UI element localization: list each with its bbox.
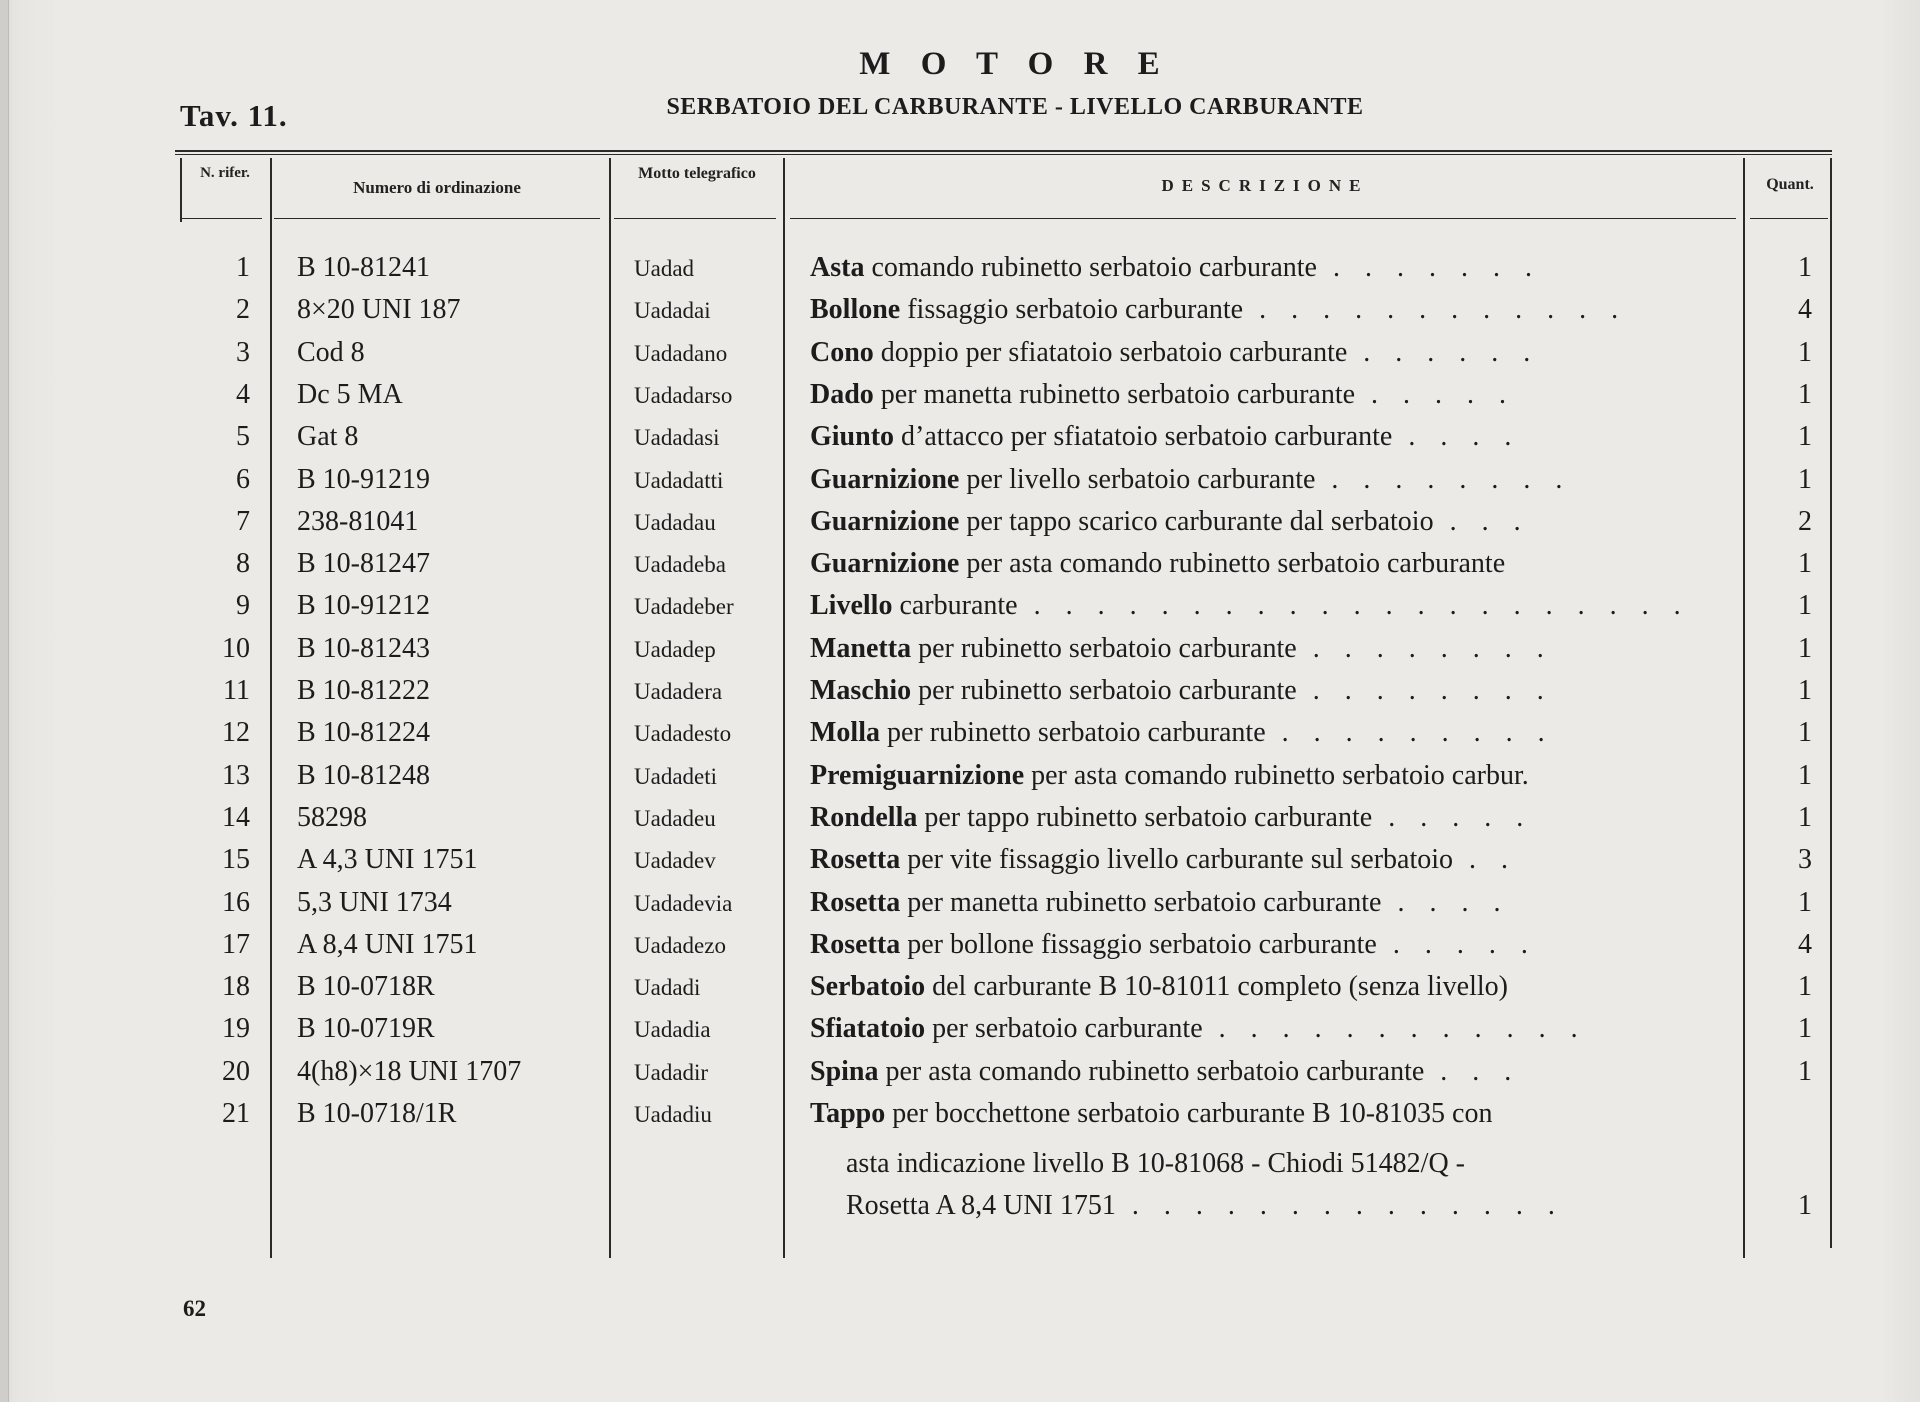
order-number: B 10-91212 [297,590,430,622]
row-21-description-continued-1: asta indicazione livello B 10-81068 - Chiodi 51482/Q - [846,1148,1466,1179]
order-number: B 10-81222 [297,675,430,706]
order-number: B 10-0719R [297,1013,435,1045]
description [810,760,1735,792]
table-row [0,548,1920,590]
order-number: 5,3 UNI 1734 [297,886,452,918]
column-header-quant: Quant. [1766,176,1814,193]
quantity: 1 [1798,252,1812,283]
description-text: per vite fissaggio livello carburante sul serbatoio [900,844,1454,876]
leader-dots: . . . [1433,505,1530,537]
quantity: 2 [1798,505,1812,537]
row-number: 14 [222,801,250,833]
telegraphic-code: Uadadarso [634,382,733,408]
order-number: B 10-81248 [297,759,430,791]
header-rule [274,218,600,219]
description [810,717,1735,749]
description-keyword: Rosetta [810,886,901,918]
description-keyword: Guarnizione [810,463,960,495]
quantity: 1 [1798,886,1812,918]
description-keyword: Molla [810,717,880,749]
quantity: 1 [1798,336,1812,368]
description [810,337,1735,369]
row-number: 9 [236,590,250,622]
table-number: Tav. 11. [180,98,288,133]
description [810,379,1735,411]
description-keyword: Serbatoio [810,971,926,1003]
description [810,1056,1735,1088]
telegraphic-code: Uadadesto [634,721,732,747]
header-rule [182,218,262,219]
quantity: 1 [1798,801,1812,833]
telegraphic-code: Uadadep [634,636,716,662]
table-row [0,887,1920,929]
order-number: B 10-0718R [297,971,435,1003]
description [810,971,1735,1003]
description-text: per asta comando rubinetto serbatoio carbur. [1024,759,1529,791]
quantity: 4 [1798,294,1812,326]
leader-dots: . . . . . [1376,928,1537,960]
row-number: 5 [236,421,250,453]
telegraphic-code: Uadadera [634,679,723,704]
description [810,1098,1735,1130]
header-rule [1750,218,1828,219]
table-row [0,971,1920,1013]
table-row [0,675,1920,717]
table-row [0,506,1920,548]
quantity: 1 [1798,759,1812,791]
telegraphic-code: Uadadeba [634,552,726,578]
leader-dots: . . . . . [1355,378,1516,410]
leader-dots: . . . . . . . . [1315,463,1572,495]
column-header-descrizione: DESCRIZIONE [1161,176,1369,195]
table-row [0,929,1920,971]
description-text: per bocchettone serbatoio carburante B 10-81035 con [885,1098,1493,1129]
page-title: M O T O R E [859,46,1171,82]
telegraphic-code: Uadadeber [634,594,734,620]
order-number: Gat 8 [297,421,359,453]
description-keyword: Dado [810,378,874,410]
description [810,1013,1735,1045]
table-row [0,590,1920,632]
description-text: comando rubinetto serbatoio carburante [864,252,1317,283]
quantity: 1 [1798,590,1812,622]
quantity: 1 [1798,717,1812,749]
description-text: per tappo scarico carburante dal serbatoio [959,505,1434,537]
description [810,675,1735,707]
order-number: B 10-81243 [297,632,430,664]
telegraphic-code: Uadadev [634,848,716,874]
row-number: 15 [222,844,250,876]
description-text: per rubinetto serbatoio carburante [911,632,1297,664]
row-number: 6 [236,463,250,495]
table-row [0,844,1920,886]
quantity: 4 [1798,928,1812,960]
description-keyword: Asta [810,252,865,283]
telegraphic-code: Uadadia [634,1017,711,1043]
order-number: B 10-81247 [297,548,430,580]
table-row [0,421,1920,463]
description-keyword: Rondella [810,801,918,833]
table-row [0,1013,1920,1055]
description-keyword: Tappo [810,1098,886,1129]
quantity: 1 [1798,632,1812,664]
leader-dots: . . . . . . . . [1296,675,1553,706]
description-keyword: Livello [810,590,893,622]
row-number: 19 [222,1013,250,1045]
description-text: per livello serbatoio carburante [959,463,1316,495]
description [810,929,1735,961]
description-keyword: Rosetta [810,928,901,960]
telegraphic-code: Uadadevia [634,890,733,916]
row-number: 2 [236,294,250,326]
telegraphic-code: Uadadezo [634,932,726,958]
leader-dots: . . . . [1392,421,1521,453]
order-number: A 8,4 UNI 1751 [297,928,478,960]
row-number: 7 [236,505,250,537]
leader-dots: . . . . . . . . . [1265,717,1554,749]
description-keyword: Guarnizione [810,548,960,580]
telegraphic-code: Uadadatti [634,467,724,493]
leader-dots: . . . . . . . [1316,252,1541,283]
description [810,802,1735,834]
quantity: 1 [1798,378,1812,410]
row-number: 20 [222,1055,250,1087]
column-header-motto-telegrafico: Motto telegrafico [638,165,756,182]
description-text: per serbatoio carburante [925,1013,1203,1045]
leader-dots: . . . . . [1372,801,1533,833]
header-rule [614,218,776,219]
quantity: 3 [1798,844,1812,876]
telegraphic-code: Uadadi [634,975,701,1001]
leader-dots: . . . . . . . . . . . . . . . . . . . . . [1017,590,1690,622]
telegraphic-code: Uadadasi [634,425,720,451]
leader-dots: . . . . [1381,886,1510,918]
order-number: B 10-0718/1R [297,1098,457,1129]
telegraphic-code: Uadadeti [634,763,718,789]
quantity: 1 [1798,548,1812,580]
row-number: 21 [222,1098,250,1129]
table-row [0,1056,1920,1098]
page-subtitle: SERBATOIO DEL CARBURANTE - LIVELLO CARBURANTE [666,94,1364,120]
row-number: 12 [222,717,250,749]
description [810,548,1735,580]
order-number: A 4,3 UNI 1751 [297,844,478,876]
leader-dots: . . . . . . . . . . . . . . [1115,1190,1564,1221]
leader-dots: . . . . . . . . . . . . [1243,294,1628,326]
row-number: 11 [223,675,250,706]
order-number: 238-81041 [297,505,419,537]
quantity: 1 [1798,421,1812,453]
order-number: B 10-91219 [297,463,430,495]
order-number: 4(h8)×18 UNI 1707 [297,1055,522,1087]
description-text: d’attacco per sfiatatoio serbatoio carburante [894,421,1393,453]
table-row [0,802,1920,844]
row-21-quantity-line [0,1190,1920,1232]
page-number: 62 [183,1296,206,1321]
row-number: 10 [222,632,250,664]
top-rule-thin [175,154,1832,155]
order-number: Cod 8 [297,336,365,368]
telegraphic-code: Uadadeu [634,805,716,831]
quantity: 1 [1798,1055,1812,1087]
telegraphic-code: Uadadau [634,509,716,535]
top-rule [175,150,1832,152]
row-number: 4 [236,378,250,410]
description [810,506,1735,538]
leader-dots: . . [1453,844,1518,876]
order-number: Dc 5 MA [297,378,403,410]
description-keyword: Manetta [810,632,912,664]
row-number: 1 [236,252,250,283]
description [810,294,1735,326]
description-text: per asta comando rubinetto serbatoio carburante [959,548,1506,580]
description [810,464,1735,496]
order-number: B 10-81224 [297,717,430,749]
table-row [0,1098,1920,1140]
row-21-continued-text: Rosetta A 8,4 UNI 1751 [846,1190,1116,1221]
description [810,887,1735,919]
row-number: 13 [222,759,250,791]
table-row [0,337,1920,379]
quantity: 1 [1798,675,1812,706]
telegraphic-code: Uadad [634,256,695,281]
table-row [0,464,1920,506]
description-keyword: Premiguarnizione [810,759,1025,791]
order-number: 8×20 UNI 187 [297,294,461,326]
order-number: 58298 [297,801,367,833]
row-21-quantity: 1 [1798,1190,1812,1221]
description-keyword: Guarnizione [810,505,960,537]
description-text: per bollone fissaggio serbatoio carburante [900,928,1377,960]
telegraphic-code: Uadadai [634,298,711,324]
order-number: B 10-81241 [297,252,430,283]
leader-dots: . . . . . . [1347,336,1540,368]
telegraphic-code: Uadadiu [634,1102,712,1127]
description-keyword: Bollone [810,294,901,326]
description-text: per manetta rubinetto serbatoio carburante [900,886,1382,918]
row-number: 8 [236,548,250,580]
row-number: 18 [222,971,250,1003]
leader-dots: . . . [1424,1055,1521,1087]
description-keyword: Giunto [810,421,895,453]
column-header-n-rifer: N. rifer. [200,165,250,181]
description-text: carburante [892,590,1018,622]
description-text: per asta comando rubinetto serbatoio carburante [878,1055,1425,1087]
header-rule [790,218,1736,219]
quantity: 1 [1798,463,1812,495]
leader-dots: . . . . . . . . . . . . [1202,1013,1587,1045]
description-keyword: Rosetta [810,844,901,876]
table-row [0,633,1920,675]
description [810,844,1735,876]
row-number: 3 [236,336,250,368]
quantity: 1 [1798,1013,1812,1045]
description-text: fissaggio serbatoio carburante [900,294,1244,326]
telegraphic-code: Uadadano [634,340,728,366]
description-text: doppio per sfiatatoio serbatoio carburante [873,336,1348,368]
leader-dots: . . . . . . . . [1296,632,1553,664]
description [810,421,1735,453]
description-keyword: Sfiatatoio [810,1013,926,1045]
column-header-numero-ordinazione: Numero di ordinazione [353,178,521,197]
description-keyword: Spina [810,1055,879,1087]
description-keyword: Cono [810,336,874,368]
description-text: del carburante B 10-81011 completo (senza livello) [925,971,1508,1003]
table-row [0,717,1920,759]
description [810,633,1735,665]
description-text: per rubinetto serbatoio carburante [911,675,1297,706]
description-text: per manetta rubinetto serbatoio carburante [873,378,1356,410]
description-keyword: Maschio [810,675,912,706]
telegraphic-code: Uadadir [634,1059,709,1085]
description-text: per rubinetto serbatoio carburante [880,717,1266,749]
table-row [0,252,1920,294]
description-text: per tappo rubinetto serbatoio carburante [917,801,1373,833]
quantity: 1 [1798,971,1812,1003]
row-number: 16 [222,886,250,918]
table-row [0,379,1920,421]
table-row [0,294,1920,336]
description [810,590,1735,622]
row-number: 17 [222,928,250,960]
table-row [0,760,1920,802]
description [810,252,1735,284]
